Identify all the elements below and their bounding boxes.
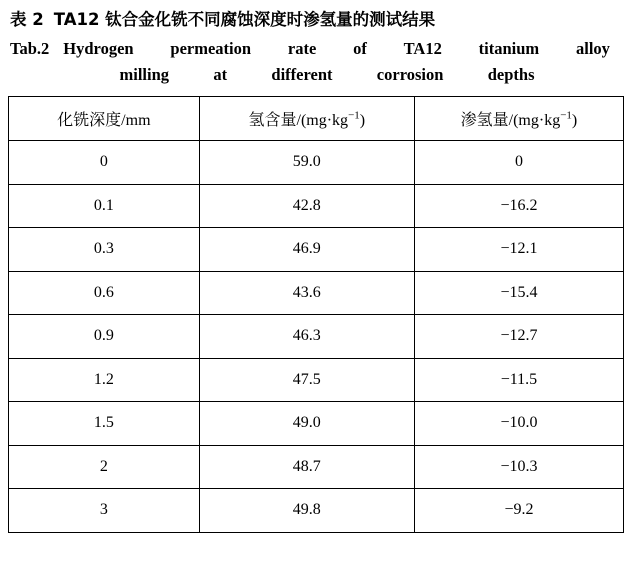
column-header-depth: [9, 97, 200, 141]
column-header-hydrogen-text: 氢含量/(mg·kg: [248, 112, 349, 129]
table-row: [9, 489, 624, 533]
cell-depth: 0: [9, 141, 200, 185]
cell-permeation: −9.2: [414, 489, 623, 533]
cell-hydrogen: 49.8: [199, 489, 414, 533]
caption-chinese-label: 表 2: [10, 10, 44, 29]
caption-word: milling: [119, 65, 170, 84]
cell-hydrogen: 42.8: [199, 184, 414, 228]
table-header: [9, 97, 624, 141]
cell-hydrogen: 48.7: [199, 445, 414, 489]
caption-word: different: [271, 65, 333, 84]
table-body: [9, 141, 624, 533]
cell-permeation: −10.0: [414, 402, 623, 446]
column-header-hydrogen: [199, 97, 414, 141]
caption-english-line1: [63, 36, 624, 61]
caption-chinese: [10, 8, 624, 32]
caption-word: titanium: [478, 39, 540, 58]
caption-word: alloy: [576, 39, 610, 58]
column-header-hydrogen-tail: ): [359, 112, 366, 129]
cell-depth: 3: [9, 489, 200, 533]
caption-english-line2: [120, 62, 535, 87]
cell-depth: 0.3: [9, 228, 200, 272]
column-header-permeation: [414, 97, 623, 141]
caption-english-line2-wrap: [8, 62, 624, 87]
caption-word: depths: [487, 65, 535, 84]
cell-depth: 2: [9, 445, 200, 489]
cell-depth: 0.6: [9, 271, 200, 315]
caption-english: [8, 36, 624, 87]
cell-permeation: −15.4: [414, 271, 623, 315]
caption-word: at: [213, 65, 228, 84]
cell-depth: 0.9: [9, 315, 200, 359]
table-row: [9, 271, 624, 315]
cell-hydrogen: 49.0: [199, 402, 414, 446]
results-table: [8, 96, 624, 533]
caption-english-label: Tab.2: [10, 39, 50, 58]
table-row: [9, 184, 624, 228]
cell-permeation: 0: [414, 141, 623, 185]
cell-permeation: −12.7: [414, 315, 623, 359]
caption-word: corrosion: [376, 65, 444, 84]
column-header-depth-text: 化铣深度/mm: [57, 112, 151, 129]
cell-depth: 1.5: [9, 402, 200, 446]
column-header-permeation-sup: −1: [560, 109, 572, 122]
caption-word: of: [353, 39, 367, 58]
column-header-permeation-tail: ): [571, 112, 578, 129]
cell-permeation: −11.5: [414, 358, 623, 402]
cell-permeation: −16.2: [414, 184, 623, 228]
cell-hydrogen: 59.0: [199, 141, 414, 185]
column-header-hydrogen-sup: −1: [348, 109, 360, 122]
caption-word: TA12: [403, 39, 442, 58]
table-row: [9, 358, 624, 402]
cell-depth: 1.2: [9, 358, 200, 402]
table-row: [9, 402, 624, 446]
caption-chinese-text: TA12 钛合金化铣不同腐蚀深度时渗氢量的测试结果: [53, 10, 436, 29]
cell-depth: 0.1: [9, 184, 200, 228]
table-row: [9, 445, 624, 489]
table-row: [9, 315, 624, 359]
cell-permeation: −12.1: [414, 228, 623, 272]
caption-word: Hydrogen: [63, 39, 134, 58]
table-row: [9, 228, 624, 272]
cell-hydrogen: 43.6: [199, 271, 414, 315]
column-header-permeation-text: 渗氢量/(mg·kg: [460, 112, 561, 129]
caption-word: rate: [287, 39, 317, 58]
cell-hydrogen: 47.5: [199, 358, 414, 402]
cell-hydrogen: 46.9: [199, 228, 414, 272]
cell-permeation: −10.3: [414, 445, 623, 489]
cell-hydrogen: 46.3: [199, 315, 414, 359]
table-row: [9, 141, 624, 185]
caption-word: permeation: [170, 39, 252, 58]
table-header-row: [9, 97, 624, 141]
